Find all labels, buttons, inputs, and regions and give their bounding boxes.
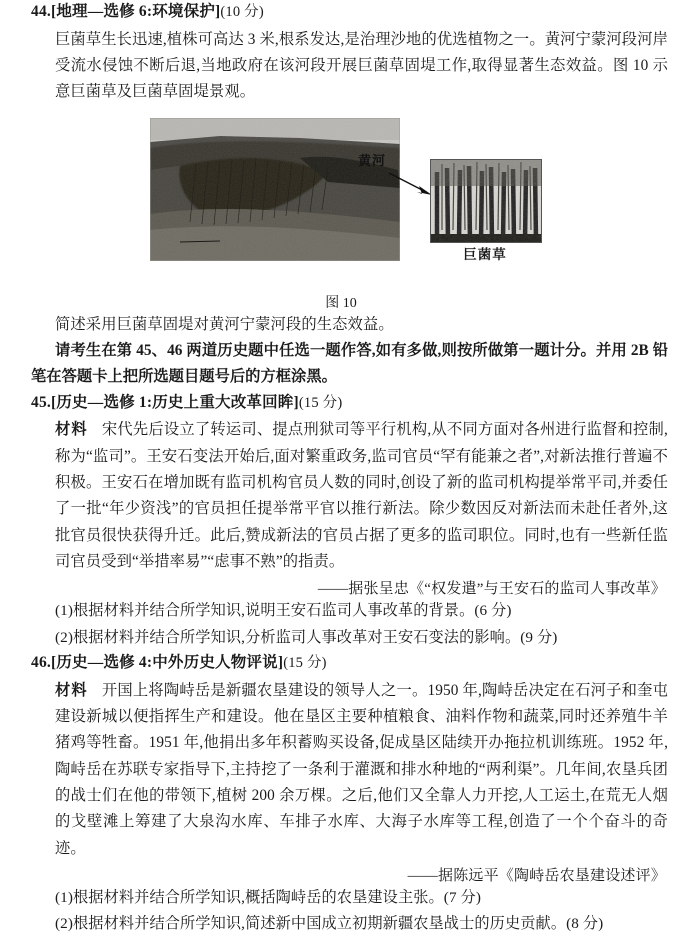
material-lead-45: 材料 (55, 421, 88, 439)
question-46-sub-2: (2)根据材料并结合所学知识,简述新中国成立初期新疆农垦战士的历史贡献。(8 分) (55, 915, 604, 933)
material-text-46: 开国上将陶峙岳是新疆农垦建设的领导人之一。1950 年,陶峙岳决定在石河子和奎屯建设新城以便指挥生产和建设。他在垦区主要种植粮食、油料作物和蔬菜,同时还养殖牛羊猪鸡等牲畜。1951 年,他捐出多年积蓄购买设备,促成垦区陆续开办拖拉机训练班。1952 年,陶峙岳在苏联专家指导下,主持挖了一条利于灌溉和排水种地的“两利渠”。几年间,农垦兵团的战士们在他的带领下,植树 200 余万棵。之后,他们又全靠人力开挖,人工运土,在荒无人烟的戈壁滩上筹建了大泉沟水库、车排子水库、大海子水库等工程,创造了一个个奋斗的奇迹。 (55, 681, 668, 857)
inset-caption: 巨菌草 (463, 246, 507, 262)
arrow-pointer-icon (388, 172, 434, 198)
figure-caption: 图 10 (325, 295, 357, 311)
question-46-material (0, 678, 692, 862)
question-45-bracket: [历史—选修 1:历史上重大改革回眸] (50, 393, 299, 411)
river-label: 黄河 (358, 152, 387, 168)
question-44-paragraph: 巨菌草生长迅速,植株可高达 3 米,根系发达,是治理沙地的优选植物之一。黄河宁蒙河段河岸受流水侵蚀不断后退,当地政府在该河段开展巨菌草固堤工作,取得显著生态效益。图 10 示意巨菌草及巨菌草固堤景观。 (55, 30, 668, 101)
photo-riverbank (150, 118, 400, 261)
question-46-heading (0, 651, 692, 676)
material-text-45: 宋代先后设立了转运司、提点刑狱司等平行机构,从不同方面对各州进行监督和控制,称为“监司”。王安石变法开始后,面对繁重政务,监司官员“罕有能兼之者”,对新法推行普遍不积极。王安石在增加既有监司机构官员人数的同时,创设了新的监司机构提举常平司,并委任了一批“年少资浅”的官员担任提举常平官以推行新法。除少数因反对新法而未赴任者外,这批官员很快获得升迁。此后,赞成新法的官员占据了更多的监司职位。同时,也有一些新任监司官员受到“举措率易”“虑事不熟”的指责。 (55, 421, 668, 570)
question-45-sub-1: (1)根据材料并结合所学知识,说明王安石监司人事改革的背景。(6 分) (55, 602, 512, 620)
question-46-points: (15 分) (283, 655, 327, 672)
question-46-number: 46. (31, 654, 51, 672)
question-44-points: (10 分) (220, 4, 264, 20)
question-46-bracket: [历史—选修 4:中外历史人物评说] (50, 654, 284, 672)
photo-giant-juncao (430, 159, 542, 243)
question-44-prompt: 简述采用巨菌草固堤对黄河宁蒙河段的生态效益。 (55, 315, 394, 333)
question-45-material (0, 417, 692, 575)
question-45-sub-2: (2)根据材料并结合所学知识,分析监司人事改革对王安石变法的影响。(9 分) (55, 628, 558, 646)
question-45-heading (0, 391, 692, 416)
question-44-bracket: [地理—选修 6:环境保护] (50, 3, 221, 20)
question-44-number: 44. (31, 3, 51, 20)
choice-notice: 请考生在第 45、46 两道历史题中任选一题作答,如有多做,则按所做第一题计分。并用 2B 铅笔在答题卡上把所选题目题号后的方框涂黑。 (31, 341, 668, 386)
question-45-source: ——据张呈忠《“权发遣”与王安石的监司人事改革》 (317, 581, 666, 598)
question-45-number: 45. (31, 393, 51, 411)
question-46-source: ——据陈远平《陶峙岳农垦建设述评》 (407, 867, 666, 884)
figure-10 (0, 112, 692, 290)
material-lead-46: 材料 (55, 681, 88, 699)
question-46-sub-1: (1)根据材料并结合所学知识,概括陶峙岳的农垦建设主张。(7 分) (55, 888, 481, 906)
question-44-heading (0, 0, 692, 25)
question-45-points: (15 分) (298, 394, 343, 411)
